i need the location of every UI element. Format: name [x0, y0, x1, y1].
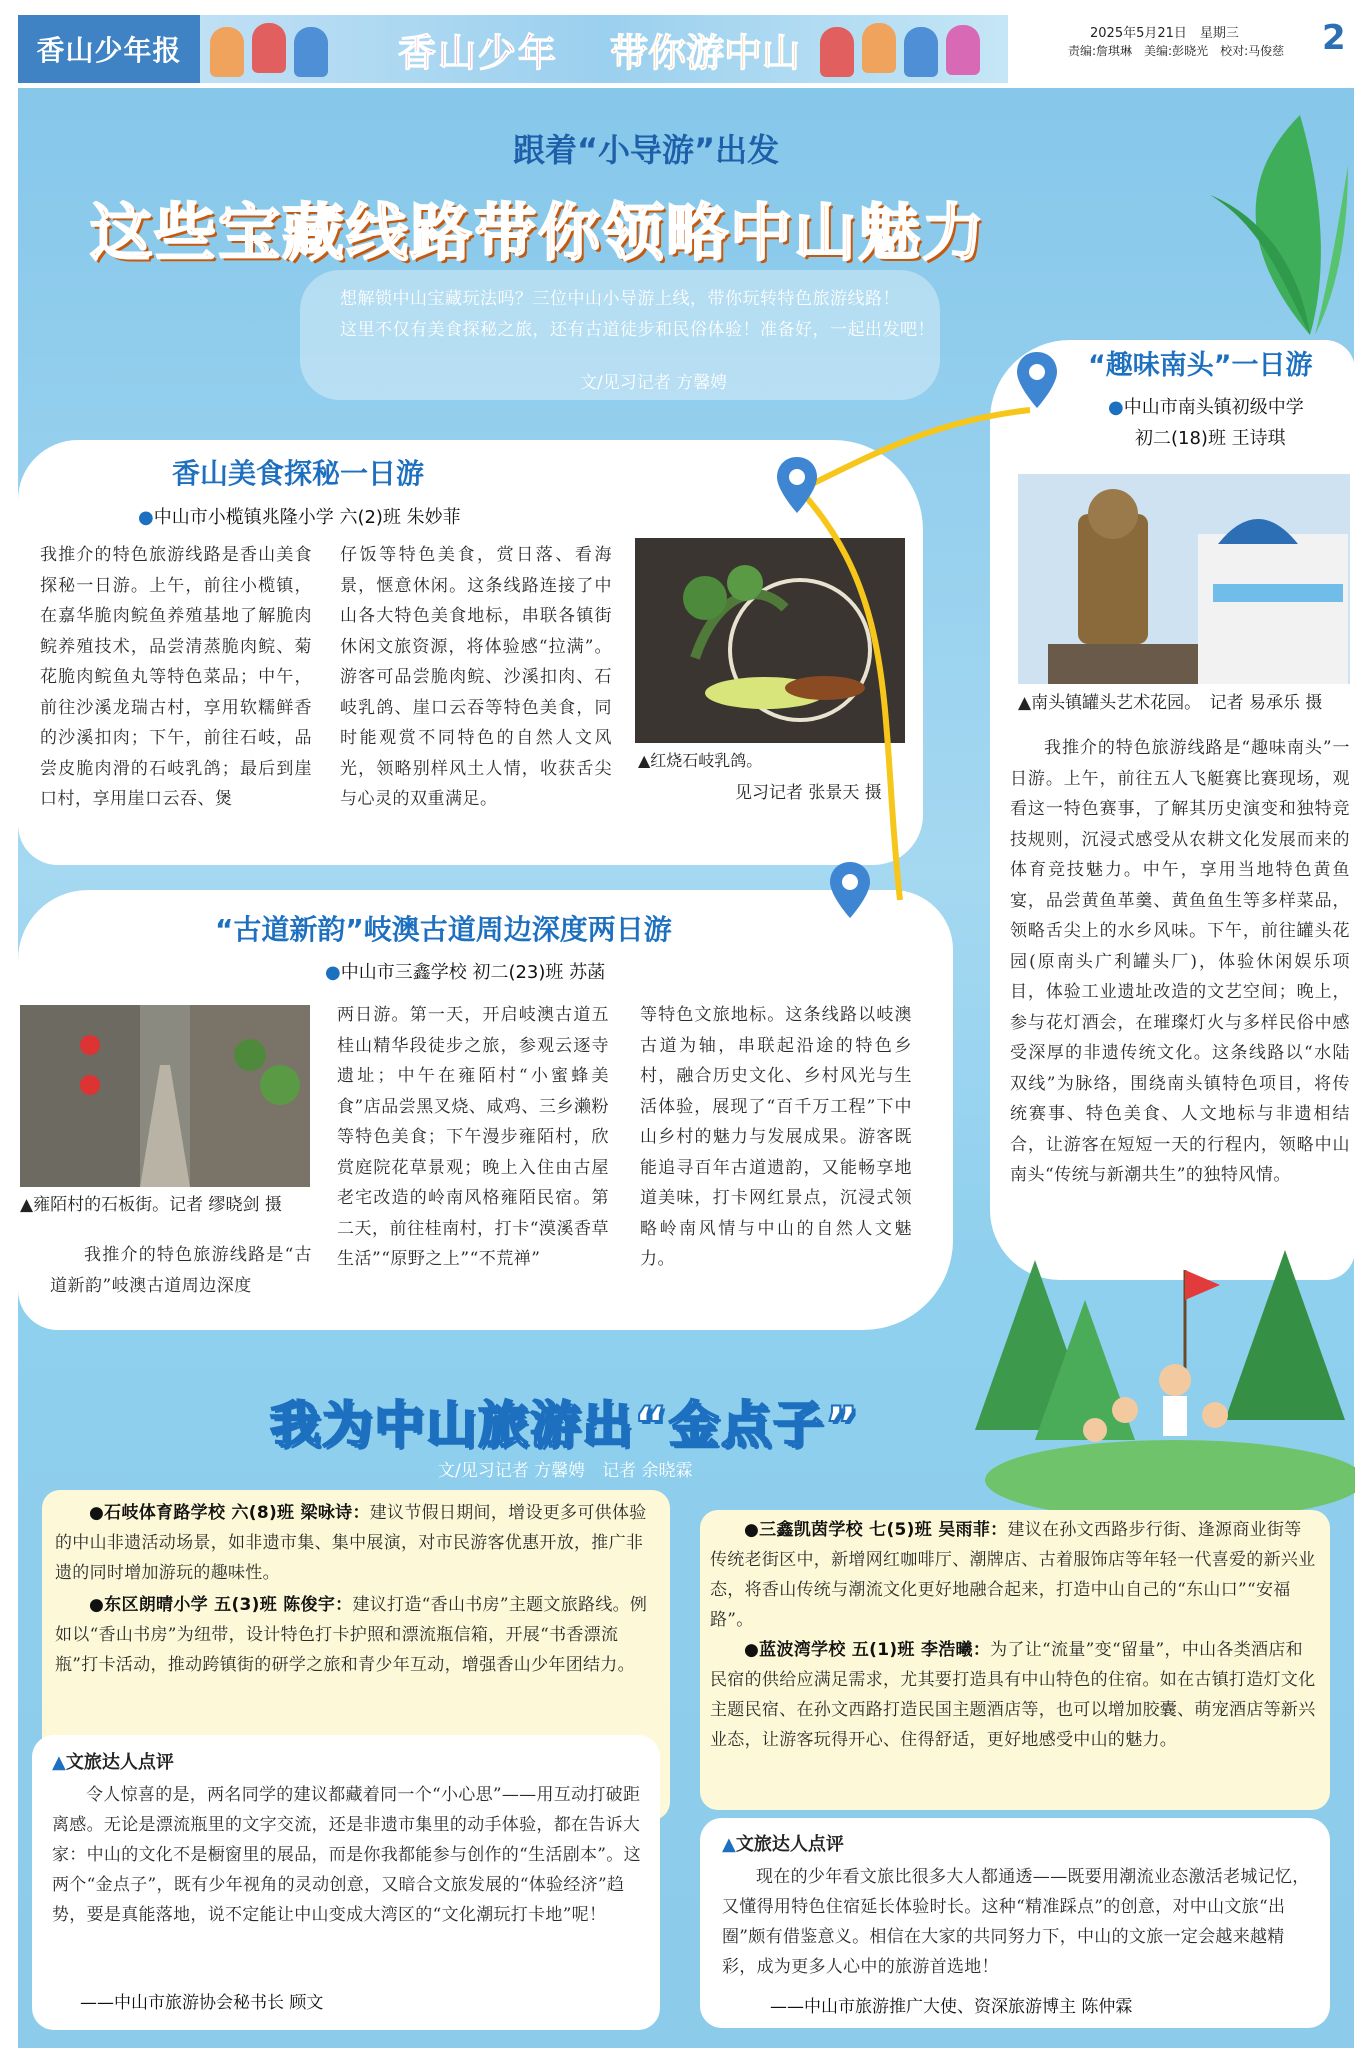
- feature-intro-line1: 想解锁中山宝藏玩法吗？三位中山小导游上线，带你玩转特色旅游线路！: [340, 289, 900, 309]
- route3-author-text: 中山市三鑫学校 初二(23)班 苏菡: [340, 962, 606, 983]
- comment1-title: ▲文旅达人点评: [52, 1752, 174, 1773]
- hiking-kids-illustration: [975, 1240, 1355, 1530]
- comment1-signature: ——中山市旅游协会秘书长 顾文: [80, 1993, 324, 2013]
- route1-author-text: 中山市小榄镇兆隆小学 六(2)班 朱妙菲: [153, 507, 461, 528]
- masthead-banner: [200, 15, 1008, 83]
- suggestion-text: 建议在孙文西路步行街、逢源商业街等传统老街区中，新增网红咖啡厅、潮牌店、古着服饰店等年轻一代喜爱的新兴业态，将香山传统与潮流文化更好地融合起来，打造中山自己的“东山口”“安福路”。: [710, 1520, 1316, 1630]
- feature-intro-line2: 这里不仅有美食探秘之旅，还有古道徒步和民俗体验！准备好，一起出发吧！: [340, 320, 935, 340]
- kid-illustration: [820, 27, 854, 77]
- kid-illustration: [904, 27, 938, 77]
- comment2-body: 现在的少年看文旅比很多大人都通透——既要用潮流业态激活老城记忆，又懂得用特色住宿延长体验时长。这种“精准踩点”的创意，对中山文旅“出圈”颇有借鉴意义。相信在大家的共同努力下，中山的文旅一定会越来越精彩，成为更多人心中的旅游首选地！: [722, 1867, 1310, 1977]
- route3-column3: 等特色文旅地标。这条线路以岐澳古道为轴，串联起沿途的特色乡村，融合历史文化、乡村风光与生活体验，展现了“百千万工程”下中山乡村的魅力与发展成果。游客既能追寻百年古道遗韵，又能畅享地道美味，打卡网红景点，沉浸式领略岭南风情与中山的自然人文魅力。: [640, 1005, 912, 1269]
- route2-author-school-text: 中山市南头镇初级中学: [1123, 397, 1304, 418]
- route2-author-class: 初二(18)班 王诗琪: [1135, 428, 1286, 449]
- banner-title-a: 香山少年: [398, 31, 559, 75]
- route2-photo-caption: ▲南头镇罐头艺术花园。 记者 易承乐 摄: [1018, 693, 1323, 713]
- suggestion-author: 三鑫凯茵学校 七(5)班 吴雨菲：: [759, 1520, 1008, 1540]
- comment2-signature: ——中山市旅游推广大使、资深旅游博主 陈仲霖: [770, 1997, 1133, 2017]
- kid-illustration: [294, 27, 328, 77]
- route3-author: ●中山市三鑫学校 初二(23)班 苏菡: [325, 962, 606, 983]
- page-number: 2: [1322, 18, 1346, 58]
- route2-author-school: ●中山市南头镇初级中学: [1108, 397, 1304, 418]
- map-pin-icon: [1015, 350, 1059, 410]
- ideas-byline: 文/见习记者 方馨娉 记者 余晓霖: [438, 1461, 693, 1481]
- kid-illustration: [946, 25, 980, 75]
- suggestion-item: ●三鑫凯茵学校 七(5)班 吴雨菲：建议在孙文西路步行街、逢源商业街等传统老街区中，新增网红咖啡厅、潮牌店、古着服饰店等年轻一代喜爱的新兴业态，将香山传统与潮流文化更好地融合起来，打造中山自己的“东山口”“安福路”。: [710, 1520, 1316, 1630]
- feature-kicker: 跟着“小导游”出发: [513, 131, 780, 169]
- comment1-body: 令人惊喜的是，两名同学的建议都藏着同一个“小心思”——用互动打破距离感。无论是漂流瓶里的文字交流，还是非遗市集里的动手体验，都在告诉大家：中山的文化不是橱窗里的展品，而是你我都能参与创作的“生活剧本”。这两个“金点子”，既有少年视角的灵动创意，又暗合文旅发展的“体验经济”趋势，要是真能落地，说不定能让中山变成大湾区的“文化潮玩打卡地”呢！: [52, 1785, 641, 1925]
- comment2-title: ▲文旅达人点评: [722, 1834, 844, 1855]
- route3-column2: 两日游。第一天，开启岐澳古道五桂山精华段徒步之旅，参观云逐寺遗址；中午在雍陌村“小蜜蜂美食”店品尝黑叉烧、咸鸡、三乡濑粉等特色美食；下午漫步雍陌村，欣赏庭院花草景观；晚上入住由古屋老宅改造的岭南风格雍陌民宿。第二天，前往桂南村，打卡“漠溪香草生活”“原野之上”“不荒禅”: [337, 1005, 609, 1269]
- route1-column2: 仔饭等特色美食，赏日落、看海景，惬意休闲。这条线路连接了中山各大特色美食地标，串联各镇街休闲文旅资源，将体验感“拉满”。游客可品尝脆肉鲩、沙溪扣肉、石岐乳鸽、崖口云吞等特色美食，同时能观赏不同特色的自然人文风光，领略别样风土人情，收获舌尖与心灵的双重满足。: [340, 545, 612, 809]
- can-art-garden-photo: [1018, 474, 1350, 684]
- suggestion-author: 东区朗晴小学 五(3)班 陈俊宇：: [104, 1595, 353, 1615]
- suggestion-author: 蓝波湾学校 五(1)班 李浩曦：: [759, 1640, 991, 1660]
- suggestion-text: 建议节假日期间，增设更多可供体验的中山非遗活动场景，如非遗市集、集中展演，对市民游客优惠开放，推广非遗的同时增加游玩的趣味性。: [55, 1503, 647, 1583]
- editor-credits: 责编:詹琪琳 美编:彭晓光 校对:马俊慈: [1068, 44, 1285, 58]
- map-pin-icon: [775, 455, 819, 515]
- route2-title: “趣味南头”一日游: [1088, 350, 1313, 381]
- map-pin-icon: [828, 860, 872, 920]
- route1-title: 香山美食探秘一日游: [172, 457, 425, 490]
- route2-body: 我推介的特色旅游线路是“趣味南头”一日游。上午，前往五人飞艇赛比赛现场，观看这一特色赛事，了解其历史演变和独特竞技规则，沉浸式感受从农耕文化发展而来的体育竞技魅力。中午，享用当地特色黄鱼宴，品尝黄鱼革羹、黄鱼鱼生等多样菜品，领略舌尖上的水乡风味。下午，前往罐头花园(原南头广利罐头厂)，体验休闲娱乐项目，体验工业遗址改造的文艺空间；晚上，参与花灯酒会，在璀璨灯火与多样民俗中感受深厚的非遗传统文化。这条线路以“水陆双线”为脉络，围绕南头镇特色项目，将传统赛事、特色美食、人文地标与非遗相结合，让游客在短短一天的行程内，领略中山南头“传统与新潮共生”的独特风情。: [1010, 738, 1350, 1185]
- issue-date: 2025年5月21日 星期三: [1090, 26, 1239, 41]
- suggestion-text: 为了让“流量”变“留量”，中山各类酒店和民宿的供给应满足需求，尤其要打造具有中山特色的住宿。如在古镇打造灯文化主题民宿、在孙文西路打造民国主题酒店等，也可以增加胶囊、萌宠酒店等新兴业态，让游客玩得开心、住得舒适，更好地感受中山的魅力。: [710, 1640, 1316, 1750]
- comment2-title-text: 文旅达人点评: [735, 1834, 844, 1855]
- comment1-title-text: 文旅达人点评: [65, 1752, 174, 1773]
- route-line: [760, 360, 1060, 920]
- suggestion-item: ●东区朗晴小学 五(3)班 陈俊宇：建议打造“香山书房”主题文旅路线。例如以“香山书房”为纽带，设计特色打卡护照和漂流瓶信箱，开展“书香漂流瓶”打卡活动，推动跨镇街的研学之旅和青少年互动，增强香山少年团结力。: [55, 1595, 648, 1675]
- suggestion-item: ●石岐体育路学校 六(8)班 梁咏诗：建议节假日期间，增设更多可供体验的中山非遗活动场景，如非遗市集、集中展演，对市民游客优惠开放，推广非遗的同时增加游玩的趣味性。: [55, 1503, 647, 1583]
- ideas-title: 我为中山旅游出“金点子”: [270, 1396, 860, 1454]
- feature-byline: 文/见习记者 方馨娉: [580, 373, 728, 393]
- kid-illustration: [862, 23, 896, 73]
- suggestion-item: ●蓝波湾学校 五(1)班 李浩曦：为了让“流量”变“留量”，中山各类酒店和民宿的供给应满足需求，尤其要打造具有中山特色的住宿。如在古镇打造灯文化主题民宿、在孙文西路打造民国主题酒店等，也可以增加胶囊、萌宠酒店等新兴业态，让游客玩得开心、住得舒适，更好地感受中山的魅力。: [710, 1640, 1316, 1750]
- route1-column1: 我推介的特色旅游线路是香山美食探秘一日游。上午，前往小榄镇，在嘉华脆肉鲩鱼养殖基地了解脆肉鲩养殖技术，品尝清蒸脆肉鲩、菊花脆肉鲩鱼丸等特色菜品；中午，前往沙溪龙瑞古村，享用软糯鲜香的沙溪扣肉；下午，前往石岐，品尝皮脆肉滑的石岐乳鸽；最后到崖口村，享用崖口云吞、煲: [40, 545, 312, 809]
- route3-photo-caption: ▲雍陌村的石板街。记者 缪晓剑 摄: [20, 1195, 282, 1215]
- feature-headline: 这些宝藏线路带你领略中山魅力: [90, 196, 987, 269]
- route1-photo-caption: ▲红烧石岐乳鸽。: [638, 751, 763, 770]
- leaf-decoration: [1190, 105, 1350, 345]
- paper-logo: 香山少年报: [18, 15, 200, 83]
- route3-title: “古道新韵”岐澳古道周边深度两日游: [215, 913, 672, 946]
- banner-title-b: 带你游中山: [610, 31, 801, 75]
- route3-column1: 我推介的特色旅游线路是“古道新韵”岐澳古道周边深度: [50, 1245, 312, 1296]
- kid-illustration: [252, 23, 286, 73]
- route1-photo-credit: 见习记者 张景天 摄: [735, 783, 882, 803]
- stone-street-photo: [20, 1005, 310, 1187]
- kid-illustration: [210, 27, 244, 77]
- suggestion-author: 石岐体育路学校 六(8)班 梁咏诗：: [104, 1503, 370, 1523]
- suggestion-text: 建议打造“香山书房”主题文旅路线。例如以“香山书房”为纽带，设计特色打卡护照和漂流瓶信箱，开展“书香漂流瓶”打卡活动，推动跨镇街的研学之旅和青少年互动，增强香山少年团结力。: [55, 1595, 648, 1675]
- route1-author: ●中山市小榄镇兆隆小学 六(2)班 朱妙菲: [138, 507, 461, 528]
